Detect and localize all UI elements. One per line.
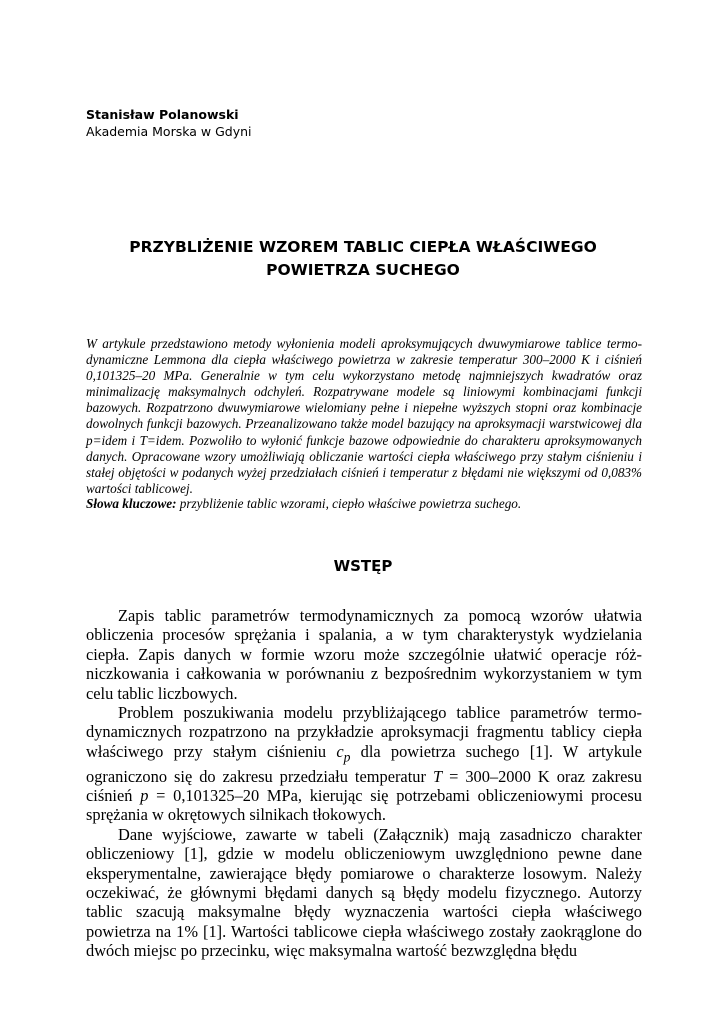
- paragraph-2-part-b: dla powietrza suchego [1]. W artykule ograniczono się do zakresu przedziału temperatur: [86, 741, 642, 786]
- paragraph-3: Dane wyjściowe, zawarte w tabeli (Załącznik) mają zasadniczo charakter obliczeniowy [1], gdzie w modelu obliczeniowym uwzględniono pewne dane eksperymentalne, zawierające błędy pomiarowe o charakterze losowym. Należy oczekiwać, że głównymi błędami danych są błędy modelu fizycznego. Autorzy tablic szacują maksymalne błędy wyznaczenia wartości ciepła właściwego powietrza na 1% [1]. Wartości tablicowe ciepła właściwego zostały zaokrąglone do dwóch miejsc po przecinku, więc maksymalna wartość bezwzględna błędu: [86, 824, 642, 961]
- abstract-text: W artykule przedstawiono metody wyłonienia modeli aproksymujących dwuwymiarowe tablice termo-dynamiczne Lemmona dla ciepła właściwego powietrza w zakresie temperatur 300–2000 K i ciśnień 0,101325–20 MPa. Generalnie w tym celu wykorzystano metodę najmniejszych kwadratów oraz minimalizację maksymalnych odchyleń. Rozpatrywane modele są liniowymi kombinacjami funkcji bazowych. Rozpatrzono dwuwymiarowe wielomiany pełne i niepełne wyższych stopni oraz kombinacje dowolnych funkcji bazowych. Przeanalizowano także model bazujący na aproksymacji warstwicowej dla p=idem i T=idem. Pozwoliło to wyłonić funkcje bazowe odpowiednie do charakteru aproksymowanych danych. Opracowane wzory umożliwiają obliczanie wartości ciepła właściwego przy stałym ciśnieniu i stałej objętości w podanych wyżej przedziałach ciśnień i temperatur z błędami nie większymi od 0,083% wartości tablicowej.: [86, 336, 642, 496]
- author-block: [86, 106, 252, 140]
- paper-title: [60, 236, 666, 282]
- author-name: Stanisław Polanowski: [86, 107, 239, 122]
- section-heading: WSTĘP: [333, 557, 393, 575]
- keywords-label: Słowa kluczowe:: [86, 496, 177, 511]
- symbol-c: c: [336, 741, 344, 761]
- paragraph-2-part-d: = 0,101325–20 MPa, kierując się potrzebami obliczeniowymi procesu sprężania w okrętowych silnikach tłokowych.: [86, 785, 642, 825]
- symbol-p: p: [140, 785, 149, 805]
- paragraph-1: Zapis tablic parametrów termodynamicznych za pomocą wzorów ułatwia obliczenia procesów sprężania i spalania, a w tym charakterystyk wydzielania ciepła. Zapis danych w formie wzoru może szczególnie ułatwić operacje róż-niczkowania i całkowania w porównaniu z bezpośrednim wykorzystaniem w tym celu tablic liczbowych.: [86, 606, 642, 703]
- keywords: [86, 496, 642, 512]
- paragraph-2-part-a: Problem poszukiwania modelu przybliżającego tablice parametrów termo-dynamicznych rozpatrzono na przykładzie aproksymacji fragmentu tablicy ciepła właściwego przy stałym ciśnieniu: [86, 703, 642, 761]
- abstract: [86, 336, 642, 497]
- title-line-1: PRZYBLIŻENIE WZOREM TABLIC CIEPŁA WŁAŚCIWEGO: [129, 238, 597, 256]
- title-line-2: POWIETRZA SUCHEGO: [266, 261, 460, 279]
- paragraph-2: [86, 703, 642, 825]
- symbol-p-subscript: p: [343, 749, 351, 765]
- paragraph-2-part-c: = 300–2000 K oraz zakresu ciśnień: [86, 766, 642, 805]
- body-text: [86, 606, 642, 961]
- author-affiliation: Akademia Morska w Gdyni: [86, 124, 252, 139]
- keywords-text: przybliżenie tablic wzorami, ciepło właściwe powietrza suchego.: [179, 496, 522, 511]
- symbol-T: T: [432, 766, 443, 786]
